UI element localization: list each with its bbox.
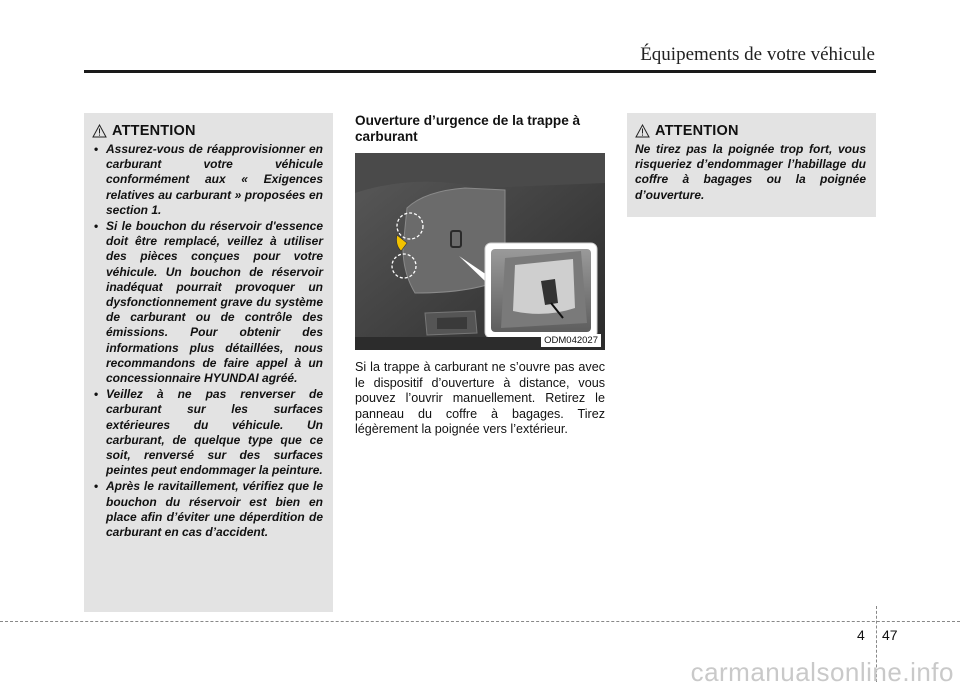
attention-bullet-list (92, 142, 323, 540)
attention-title: ATTENTION (655, 123, 739, 139)
attention-text: Ne tirez pas la poignée trop fort, vous risqueriez d’endommager l’habillage du coffre à bagages ou la poignée d’ouverture. (635, 142, 866, 202)
fuel-door-illustration (355, 153, 605, 350)
page-header-title: Équipements de votre véhicule (640, 44, 875, 65)
footer-rule (0, 621, 960, 622)
attention-box-left (84, 113, 333, 612)
page-number: 47 (882, 627, 898, 643)
warning-icon (635, 124, 650, 138)
chapter-number: 4 (857, 627, 865, 643)
attention-box-right (627, 113, 876, 217)
watermark-text: carmanualsonline.info (690, 657, 954, 687)
figure-code-label: ODM042027 (541, 334, 601, 347)
section-body-text: Si la trappe à carburant ne s’ouvre pas avec le dispositif d’ouverture à distance, vous pouvez l’ouvrir manuellement. Retirez le panneau du coffre à bagages. Tirez légèrement la poignée vers l’extérieur. (355, 360, 605, 437)
bullet-item: • Assurez-vous de réapprovisionner en carburant votre véhicule conformément aux « Exigences relatives au carburant » proposées en section 1. (94, 142, 323, 217)
warning-icon (92, 124, 107, 138)
bullet-item: • Si le bouchon du réservoir d'essence doit être remplacé, veillez à utiliser des pièces conçues pour votre véhicule. Un bouchon de réservoir inadéquat pourrait provoquer un dysfonctionnement grave du système de carburant ou de contrôle des émissions. Pour obtenir des informations plus détaillées, nous recommandons de faire appel à un concessionnaire HYUNDAI agréé. (94, 219, 323, 386)
bullet-item: • Veillez à ne pas renverser de carburant sur les surfaces extérieures du véhicule. Un carburant, de quelque type que ce soit, renversé sur des surfaces peintes peut endommager la peinture. (94, 387, 323, 478)
bullet-item: • Après le ravitaillement, vérifiez que le bouchon du réservoir est bien en place afin d’éviter une déperdition de carburant en cas d’accident. (94, 479, 323, 540)
attention-header (92, 123, 323, 139)
header-rule (84, 70, 876, 73)
illustration-drawing (355, 153, 605, 350)
section-title: Ouverture d’urgence de la trappe à carburant (355, 113, 581, 144)
attention-title: ATTENTION (112, 123, 196, 139)
attention-header (635, 123, 866, 139)
